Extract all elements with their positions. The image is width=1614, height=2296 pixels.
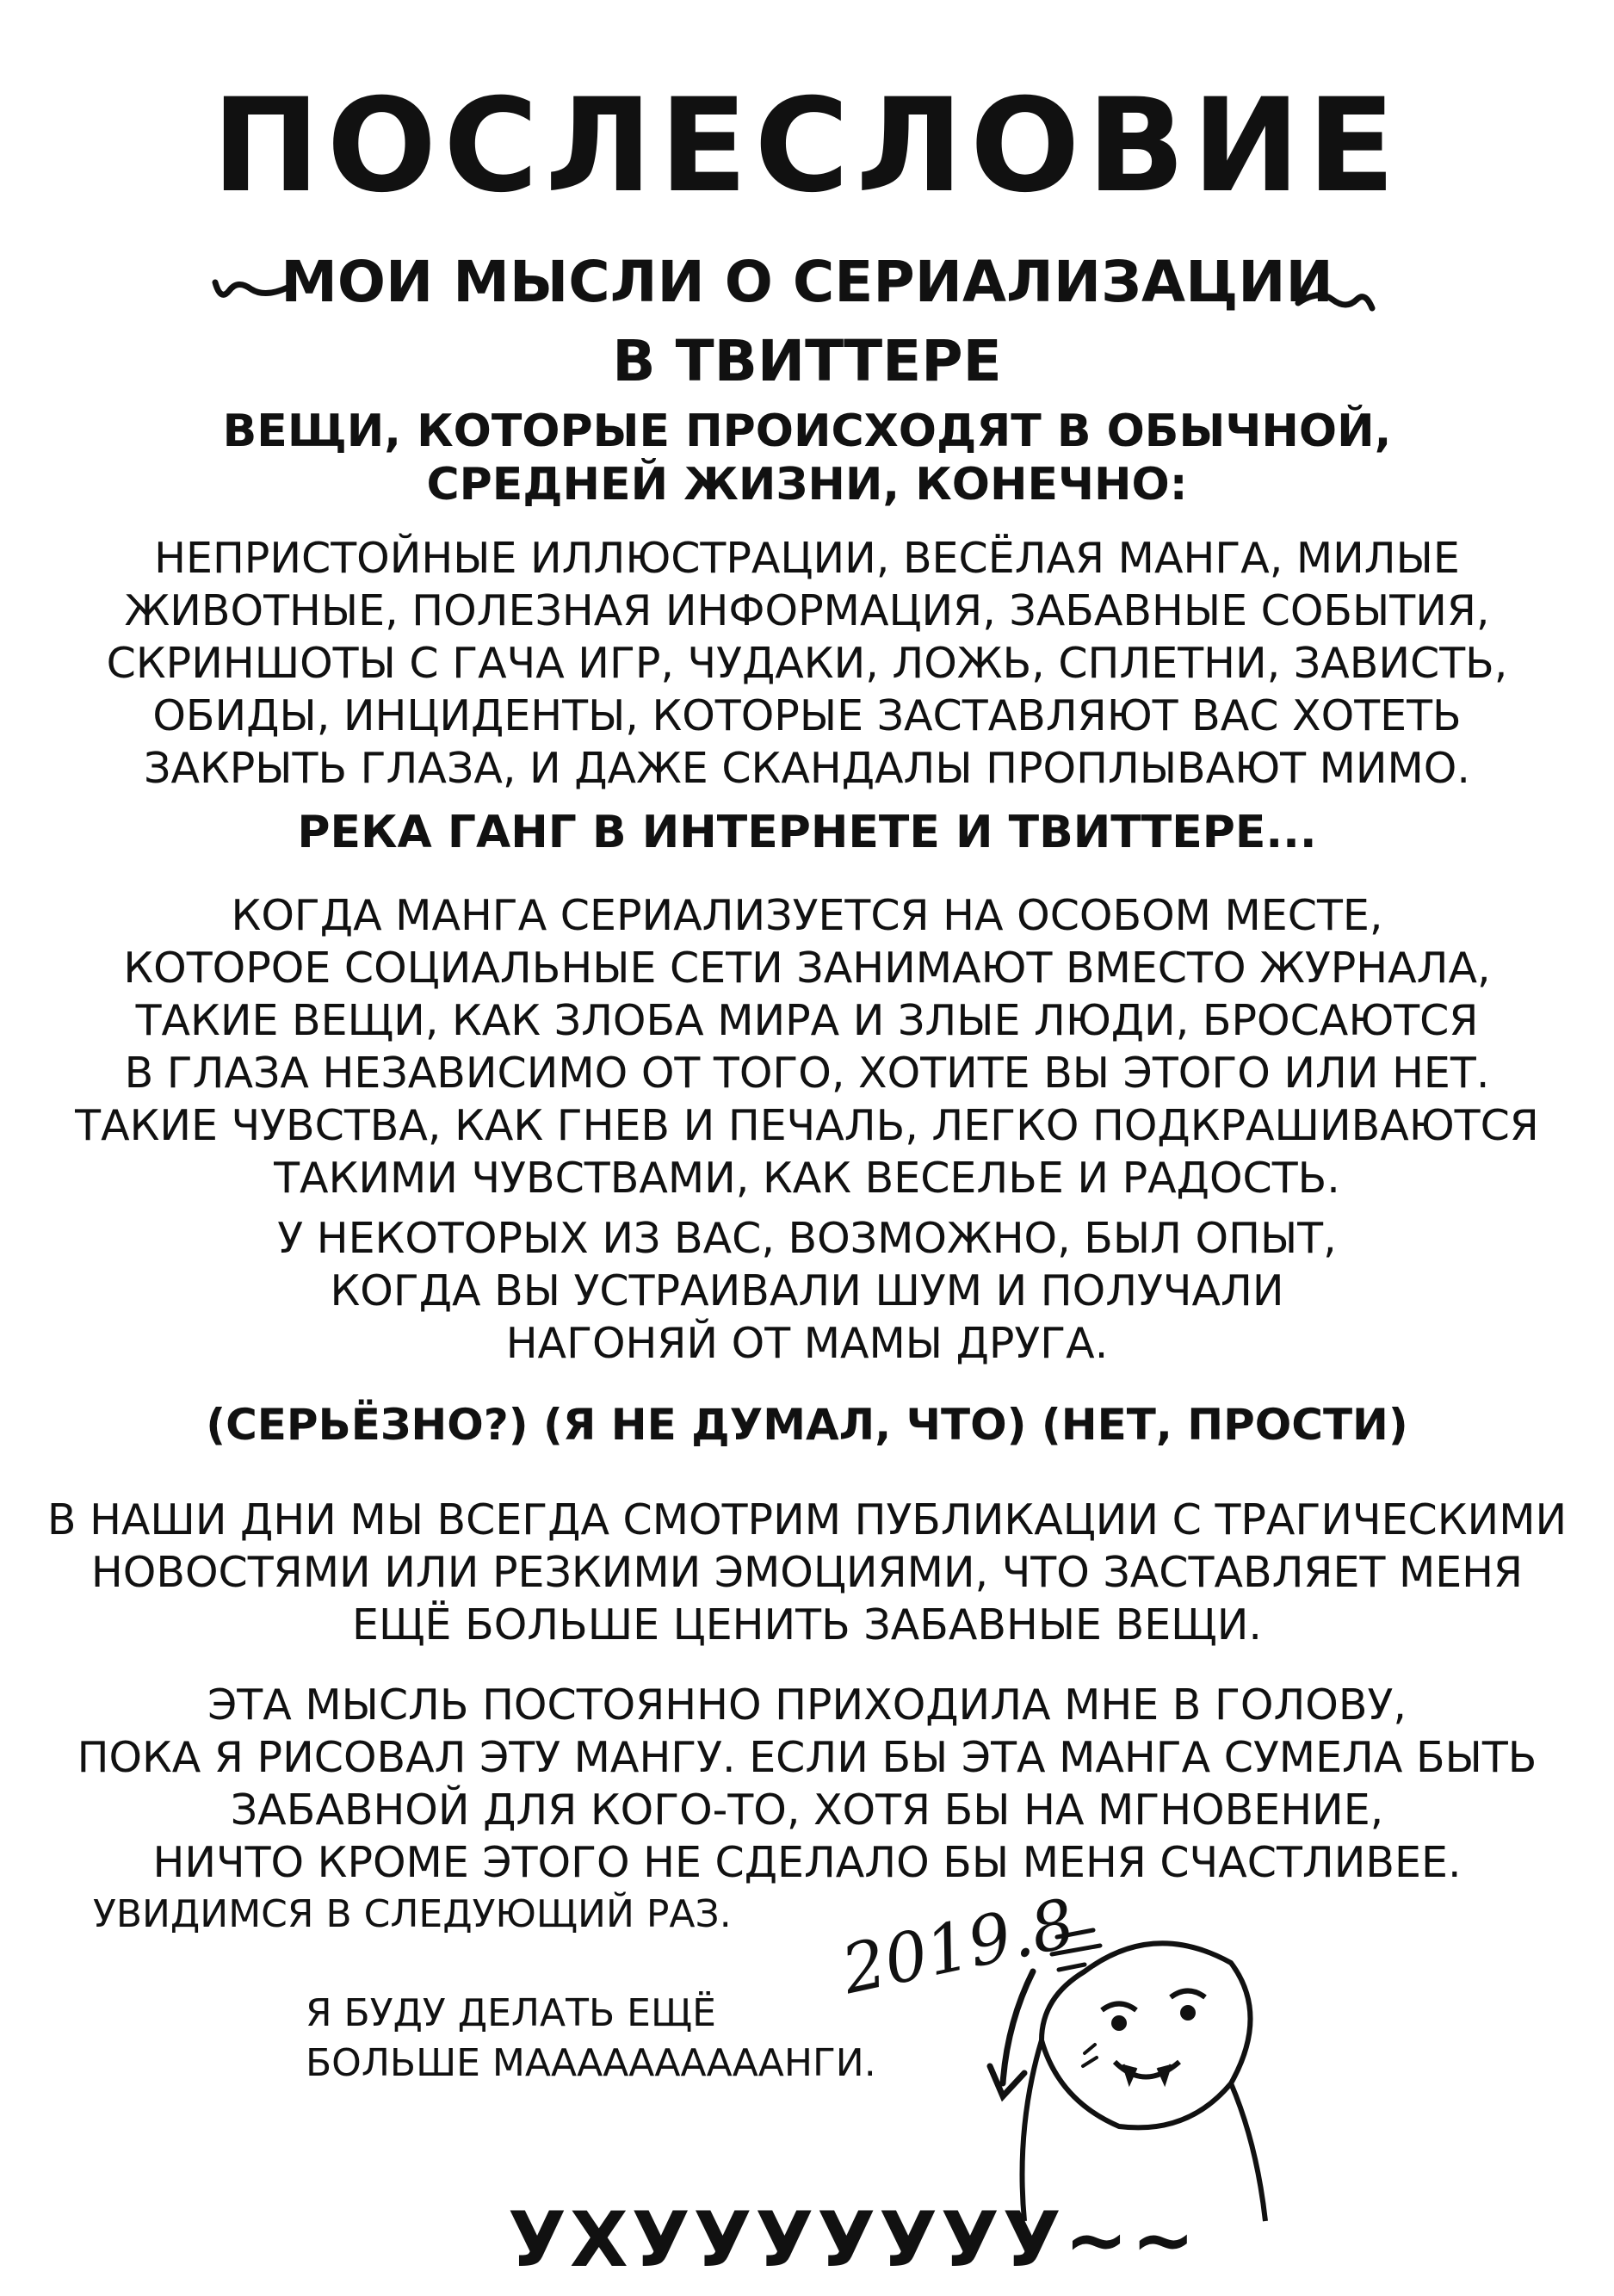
paragraph-line: НИЧТО КРОМЕ ЭТОГО НЕ СДЕЛАЛО БЫ МЕНЯ СЧАСТЛИВЕЕ. — [152, 1838, 1462, 1887]
paragraph-line: НОВОСТЯМИ ИЛИ РЕЗКИМИ ЭМОЦИЯМИ, ЧТО ЗАСТАВЛЯЕТ МЕНЯ — [90, 1548, 1524, 1597]
paragraph-line: ПОКА Я РИСОВАЛ ЭТУ МАНГУ. ЕСЛИ БЫ ЭТА МАНГА СУМЕЛА БЫТЬ — [77, 1733, 1537, 1782]
paragraph-line: ЗАБАВНОЙ ДЛЯ КОГО-ТО, ХОТЯ БЫ НА МГНОВЕНИЕ, — [230, 1785, 1384, 1835]
paragraph-line: ТАКИЕ ВЕЩИ, КАК ЗЛОБА МИРА И ЗЛЫЕ ЛЮДИ, БРОСАЮТСЯ — [135, 996, 1479, 1045]
paragraph-line: ОБИДЫ, ИНЦИДЕНТЫ, КОТОРЫЕ ЗАСТАВЛЯЮТ ВАС ХОТЕТЬ — [152, 691, 1462, 740]
paragraph-line: ЕЩЁ БОЛЬШЕ ЦЕНИТЬ ЗАБАВНЫЕ ВЕЩИ. — [352, 1600, 1262, 1649]
paragraph-line: В НАШИ ДНИ МЫ ВСЕГДА СМОТРИМ ПУБЛИКАЦИИ С ТРАГИЧЕСКИМИ — [46, 1495, 1568, 1544]
heading-line: ВЕЩИ, КОТОРЫЕ ПРОИСХОДЯТ В ОБЫЧНОЙ, — [222, 405, 1392, 457]
paragraph-line: В ГЛАЗА НЕЗАВИСИМО ОТ ТОГО, ХОТИТЕ ВЫ ЭТОГО ИЛИ НЕТ. — [124, 1049, 1490, 1098]
section-heading-ganges: РЕКА ГАНГ В ИНТЕРНЕТЕ И ТВИТТЕРЕ... — [297, 807, 1317, 858]
paragraph-line: НАГОНЯЙ ОТ МАМЫ ДРУГА. — [505, 1319, 1109, 1368]
paragraph-social-media — [0, 889, 1614, 1204]
paragraph-line: У НЕКОТОРЫХ ИЗ ВАС, ВОЗМОЖНО, БЫЛ ОПЫТ, — [277, 1214, 1337, 1263]
paragraph-line: НЕПРИСТОЙНЫЕ ИЛЛЮСТРАЦИИ, ВЕСЁЛАЯ МАНГА, МИЛЫЕ — [154, 534, 1460, 583]
closing-see-you: УВИДИМСЯ В СЛЕДУЮЩИЙ РАЗ. — [93, 1892, 732, 1936]
paragraph-experience — [0, 1212, 1614, 1370]
closing-line: БОЛЬШЕ МААААААААААНГИ. — [306, 2041, 876, 2085]
paragraph-line: СКРИНШОТЫ С ГАЧА ИГР, ЧУДАКИ, ЛОЖЬ, СПЛЕТНИ, ЗАВИСТЬ, — [106, 639, 1508, 688]
closing-more-manga — [306, 1989, 876, 2089]
paragraph-line: ТАКИЕ ЧУВСТВА, КАК ГНЕВ И ПЕЧАЛЬ, ЛЕГКО ПОДКРАШИВАЮТСЯ — [75, 1101, 1539, 1150]
section-heading-everyday-life — [0, 405, 1614, 511]
paragraph-content-list — [0, 532, 1614, 795]
closing-cheer: УХУУУУУУУ~~ — [508, 2195, 1199, 2284]
subtitle-line-2: В ТВИТТЕРЕ — [612, 328, 1002, 394]
paragraph-news — [0, 1494, 1614, 1651]
paragraph-line: ЗАКРЫТЬ ГЛАЗА, И ДАЖЕ СКАНДАЛЫ ПРОПЛЫВАЮТ МИМО. — [144, 744, 1470, 793]
author-signature-doodle — [826, 1868, 1274, 2230]
paragraph-line: ТАКИМИ ЧУВСТВАМИ, КАК ВЕСЕЛЬЕ И РАДОСТЬ. — [274, 1154, 1340, 1203]
paragraph-line: КОТОРОЕ СОЦИАЛЬНЫЕ СЕТИ ЗАНИМАЮТ ВМЕСТО ЖУРНАЛА, — [123, 944, 1491, 993]
section-heading-reactions: (СЕРЬЁЗНО?) (Я НЕ ДУМАЛ, ЧТО) (НЕТ, ПРОСТИ) — [206, 1400, 1408, 1450]
paragraph-line: ЭТА МЫСЛЬ ПОСТОЯННО ПРИХОДИЛА МНЕ В ГОЛОВУ, — [207, 1680, 1407, 1730]
page-title: ПОСЛЕСЛОВИЕ — [212, 71, 1402, 221]
doodle-head-outline — [1042, 1943, 1251, 2127]
paragraph-thought — [0, 1679, 1614, 1889]
right-squiggle-icon — [1293, 274, 1379, 334]
closing-line: Я БУДУ ДЕЛАТЬ ЕЩЁ — [306, 1991, 716, 2035]
subtitle-line-1: МОИ МЫСЛИ О СЕРИАЛИЗАЦИИ — [281, 249, 1333, 315]
paragraph-line: КОГДА МАНГА СЕРИАЛИЗУЕТСЯ НА ОСОБОМ МЕСТЕ, — [231, 891, 1383, 940]
signature-date: 2019.8 — [835, 1884, 1082, 2010]
paragraph-line: ЖИВОТНЫЕ, ПОЛЕЗНАЯ ИНФОРМАЦИЯ, ЗАБАВНЫЕ СОБЫТИЯ, — [124, 586, 1490, 635]
heading-line: СРЕДНЕЙ ЖИЗНИ, КОНЕЧНО: — [426, 459, 1188, 511]
doodle-arrow-icon — [990, 1971, 1033, 2096]
paragraph-line: КОГДА ВЫ УСТРАИВАЛИ ШУМ И ПОЛУЧАЛИ — [330, 1266, 1284, 1315]
